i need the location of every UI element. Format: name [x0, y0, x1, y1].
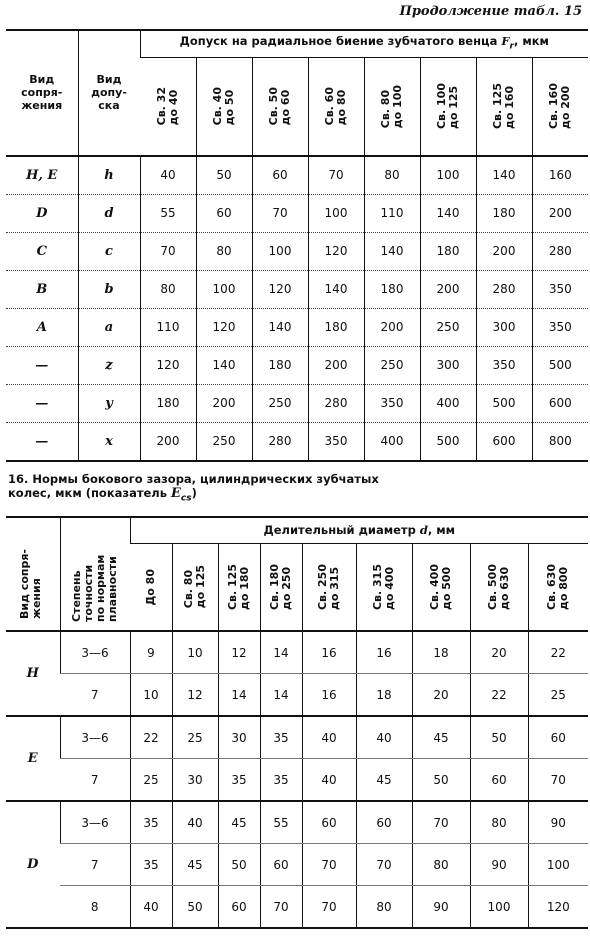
- range-header: [476, 58, 532, 156]
- cell-value: 350: [476, 346, 532, 384]
- cell-value: 50: [412, 759, 470, 802]
- range-label: Св. 400 до 500: [428, 563, 453, 610]
- cell-value: 70: [412, 801, 470, 844]
- cell-vid-soprazheniya: B: [6, 270, 78, 308]
- cell-value: 100: [196, 270, 252, 308]
- range-header: [196, 58, 252, 156]
- cell-vid-dopuska: a: [78, 308, 140, 346]
- cell-value: 90: [412, 886, 470, 929]
- range-header: [470, 544, 528, 632]
- cell-value: 18: [412, 631, 470, 674]
- cell-value: 140: [308, 270, 364, 308]
- cell-value: 300: [420, 346, 476, 384]
- cell-vid-soprazheniya: A: [6, 308, 78, 346]
- cell-value: 20: [470, 631, 528, 674]
- range-header: [532, 58, 588, 156]
- cell-value: 280: [476, 270, 532, 308]
- cell-vid-soprazheniya: E: [6, 716, 60, 801]
- cell-value: 20: [412, 674, 470, 717]
- cell-value: 70: [302, 844, 356, 886]
- cell-value: 35: [260, 759, 302, 802]
- cell-value: 14: [260, 631, 302, 674]
- cell-value: 200: [140, 422, 196, 461]
- cell-value: 70: [302, 886, 356, 929]
- cell-value: 180: [476, 194, 532, 232]
- table-row: [6, 886, 588, 929]
- table-row: [6, 384, 588, 422]
- cell-vid-dopuska: h: [78, 156, 140, 195]
- cell-vid-soprazheniya: —: [6, 422, 78, 461]
- cell-vid-soprazheniya: —: [6, 384, 78, 422]
- cell-value: 500: [476, 384, 532, 422]
- cell-value: 12: [172, 674, 218, 717]
- cell-value: 140: [420, 194, 476, 232]
- header-line: жения: [21, 99, 63, 113]
- cell-value: 18: [356, 674, 412, 717]
- header-line: ска: [98, 99, 120, 113]
- cell-value: 120: [528, 886, 588, 929]
- cell-value: 80: [356, 886, 412, 929]
- cell-value: 80: [196, 232, 252, 270]
- range-header: [420, 58, 476, 156]
- range-header: [308, 58, 364, 156]
- cell-vid-dopuska: b: [78, 270, 140, 308]
- cell-value: 200: [196, 384, 252, 422]
- cell-stepen: 3—6: [60, 716, 130, 759]
- cell-value: 250: [196, 422, 252, 461]
- cell-stepen: 7: [60, 844, 130, 886]
- cell-value: 50: [218, 844, 260, 886]
- header-line: плавности: [106, 556, 119, 622]
- cell-value: 22: [528, 631, 588, 674]
- cell-value: 35: [260, 716, 302, 759]
- cell-value: 120: [140, 346, 196, 384]
- cell-value: 70: [252, 194, 308, 232]
- table-row: [6, 631, 588, 674]
- cell-value: 16: [302, 631, 356, 674]
- cell-value: 80: [140, 270, 196, 308]
- cell-value: 16: [302, 674, 356, 717]
- range-header: [364, 58, 420, 156]
- cell-value: 280: [532, 232, 588, 270]
- header-vid-soprazheniya: [6, 30, 78, 156]
- cell-value: 350: [308, 422, 364, 461]
- header-line: Степень: [70, 570, 83, 622]
- cell-value: 45: [218, 801, 260, 844]
- cell-vid-soprazheniya: C: [6, 232, 78, 270]
- cell-value: 35: [218, 759, 260, 802]
- cell-value: 180: [140, 384, 196, 422]
- cell-value: 14: [218, 674, 260, 717]
- cell-value: 280: [252, 422, 308, 461]
- cell-value: 25: [528, 674, 588, 717]
- header-stepen-tochnosti: [60, 517, 130, 631]
- cell-value: 120: [252, 270, 308, 308]
- cell-value: 200: [476, 232, 532, 270]
- cell-value: 100: [420, 156, 476, 195]
- table-row: [6, 759, 588, 802]
- cell-value: 350: [364, 384, 420, 422]
- table-row: [6, 801, 588, 844]
- cell-value: 280: [308, 384, 364, 422]
- header-line: по нормам: [94, 554, 107, 622]
- cell-value: 200: [420, 270, 476, 308]
- cell-value: 80: [364, 156, 420, 195]
- cell-value: 100: [528, 844, 588, 886]
- cell-value: 70: [308, 156, 364, 195]
- range-label: Св. 160 до 200: [547, 83, 573, 130]
- cell-value: 500: [420, 422, 476, 461]
- cell-value: 80: [412, 844, 470, 886]
- cell-value: 70: [140, 232, 196, 270]
- range-label: Св. 80 до 100: [379, 84, 404, 128]
- cell-value: 250: [252, 384, 308, 422]
- cell-value: 9: [130, 631, 172, 674]
- cell-vid-dopuska: c: [78, 232, 140, 270]
- range-header: [528, 544, 588, 632]
- header-pitch-diameter: Делительный диаметр d, мм: [130, 517, 588, 544]
- header-line: точности: [82, 564, 95, 622]
- cell-value: 140: [196, 346, 252, 384]
- range-label: Св. 100 до 125: [435, 83, 460, 130]
- tolerance-table: [6, 29, 588, 462]
- cell-value: 60: [218, 886, 260, 929]
- cell-value: 600: [532, 384, 588, 422]
- table-row: [6, 270, 588, 308]
- cell-value: 10: [172, 631, 218, 674]
- cell-value: 35: [130, 801, 172, 844]
- cell-value: 110: [140, 308, 196, 346]
- cell-value: 60: [470, 759, 528, 802]
- cell-value: 25: [130, 759, 172, 802]
- cell-value: 55: [260, 801, 302, 844]
- cell-value: 160: [532, 156, 588, 195]
- cell-value: 50: [172, 886, 218, 929]
- cell-value: 45: [356, 759, 412, 802]
- cell-value: 35: [130, 844, 172, 886]
- table16-title: 16. Нормы бокового зазора, цилиндрических зубчатых колес, мкм (показатель $E_{cs}$): [8, 472, 379, 504]
- range-label: Св. 125 до 160: [491, 83, 516, 130]
- cell-value: 60: [356, 801, 412, 844]
- cell-value: 45: [412, 716, 470, 759]
- cell-value: 40: [140, 156, 196, 195]
- cell-value: 22: [130, 716, 172, 759]
- table-row: [6, 156, 588, 195]
- cell-value: 120: [308, 232, 364, 270]
- continuation-caption: Продолжение табл. 15: [399, 4, 582, 19]
- cell-value: 40: [130, 886, 172, 929]
- cell-value: 70: [260, 886, 302, 929]
- range-header: [218, 544, 260, 632]
- cell-value: 90: [470, 844, 528, 886]
- range-label: Св. 80 до 125: [182, 565, 207, 609]
- range-label: Св. 315 до 400: [371, 563, 396, 610]
- cell-stepen: 3—6: [60, 801, 130, 844]
- cell-value: 350: [532, 270, 588, 308]
- cell-value: 250: [420, 308, 476, 346]
- cell-vid-soprazheniya: —: [6, 346, 78, 384]
- range-label: Св. 40 до 50: [211, 87, 236, 126]
- cell-value: 45: [172, 844, 218, 886]
- cell-value: 16: [356, 631, 412, 674]
- range-label: Св. 630 до 800: [545, 563, 571, 610]
- cell-value: 350: [532, 308, 588, 346]
- cell-value: 140: [252, 308, 308, 346]
- cell-value: 250: [364, 346, 420, 384]
- cell-vid-soprazheniya: H: [6, 631, 60, 716]
- cell-value: 800: [532, 422, 588, 461]
- cell-value: 50: [196, 156, 252, 195]
- cell-vid-dopuska: z: [78, 346, 140, 384]
- cell-value: 100: [252, 232, 308, 270]
- range-header: [140, 58, 196, 156]
- range-header: [252, 58, 308, 156]
- cell-value: 400: [420, 384, 476, 422]
- cell-value: 140: [364, 232, 420, 270]
- cell-stepen: 7: [60, 674, 130, 717]
- range-label: Св. 32 до 40: [154, 87, 180, 126]
- cell-value: 200: [532, 194, 588, 232]
- cell-value: 60: [196, 194, 252, 232]
- cell-value: 600: [476, 422, 532, 461]
- table-row: [6, 346, 588, 384]
- range-label: До 80: [143, 568, 157, 606]
- cell-vid-dopuska: y: [78, 384, 140, 422]
- cell-value: 60: [302, 801, 356, 844]
- cell-value: 90: [528, 801, 588, 844]
- cell-value: 300: [476, 308, 532, 346]
- header-line: сопря-: [21, 86, 63, 100]
- header-line: допу-: [91, 86, 127, 100]
- cell-value: 30: [172, 759, 218, 802]
- range-label: Св. 180 до 250: [268, 563, 293, 610]
- table-row: [6, 422, 588, 461]
- cell-vid-soprazheniya: D: [6, 801, 60, 928]
- table-row: [6, 716, 588, 759]
- header-line: Вид: [29, 73, 55, 87]
- range-header: [172, 544, 218, 632]
- cell-stepen: 3—6: [60, 631, 130, 674]
- cell-value: 50: [470, 716, 528, 759]
- cell-value: 500: [532, 346, 588, 384]
- cell-value: 400: [364, 422, 420, 461]
- cell-value: 40: [302, 759, 356, 802]
- cell-value: 180: [252, 346, 308, 384]
- range-label: Св. 50 до 60: [267, 87, 292, 126]
- cell-value: 12: [218, 631, 260, 674]
- range-header: [356, 544, 412, 632]
- cell-value: 60: [528, 716, 588, 759]
- cell-value: 80: [470, 801, 528, 844]
- range-header: [260, 544, 302, 632]
- range-label: Св. 60 до 80: [323, 87, 348, 126]
- range-label: Св. 125 до 180: [226, 563, 251, 610]
- cell-value: 55: [140, 194, 196, 232]
- cell-vid-soprazheniya: D: [6, 194, 78, 232]
- range-header: [302, 544, 356, 632]
- cell-value: 70: [528, 759, 588, 802]
- cell-vid-soprazheniya: H, E: [6, 156, 78, 195]
- cell-value: 200: [364, 308, 420, 346]
- cell-value: 180: [420, 232, 476, 270]
- range-header: [130, 544, 172, 632]
- table-row: [6, 674, 588, 717]
- cell-value: 10: [130, 674, 172, 717]
- range-label: Св. 500 до 630: [486, 563, 511, 610]
- cell-value: 120: [196, 308, 252, 346]
- cell-value: 140: [476, 156, 532, 195]
- table-row: [6, 194, 588, 232]
- table-row: [6, 232, 588, 270]
- range-header: [412, 544, 470, 632]
- cell-vid-dopuska: x: [78, 422, 140, 461]
- cell-value: 14: [260, 674, 302, 717]
- cell-value: 40: [172, 801, 218, 844]
- cell-value: 30: [218, 716, 260, 759]
- cell-value: 40: [356, 716, 412, 759]
- header-vid-dopuska: [78, 30, 140, 156]
- cell-stepen: 8: [60, 886, 130, 929]
- table-row: [6, 844, 588, 886]
- cell-value: 100: [308, 194, 364, 232]
- cell-vid-dopuska: d: [78, 194, 140, 232]
- cell-value: 70: [356, 844, 412, 886]
- header-line: Вид: [96, 73, 122, 87]
- cell-value: 60: [252, 156, 308, 195]
- table-row: [6, 308, 588, 346]
- cell-value: 180: [308, 308, 364, 346]
- header-vid-soprazheniya: Вид сопря-жения: [6, 517, 60, 631]
- cell-value: 60: [260, 844, 302, 886]
- cell-value: 100: [470, 886, 528, 929]
- backlash-table: [6, 516, 588, 929]
- cell-value: 200: [308, 346, 364, 384]
- range-label: Св. 250 до 315: [316, 563, 341, 610]
- header-runout-tolerance: Допуск на радиальное биение зубчатого венца $F_r$, мкм: [140, 30, 588, 58]
- cell-value: 110: [364, 194, 420, 232]
- cell-value: 180: [364, 270, 420, 308]
- cell-stepen: 7: [60, 759, 130, 802]
- cell-value: 22: [470, 674, 528, 717]
- cell-value: 40: [302, 716, 356, 759]
- cell-value: 25: [172, 716, 218, 759]
